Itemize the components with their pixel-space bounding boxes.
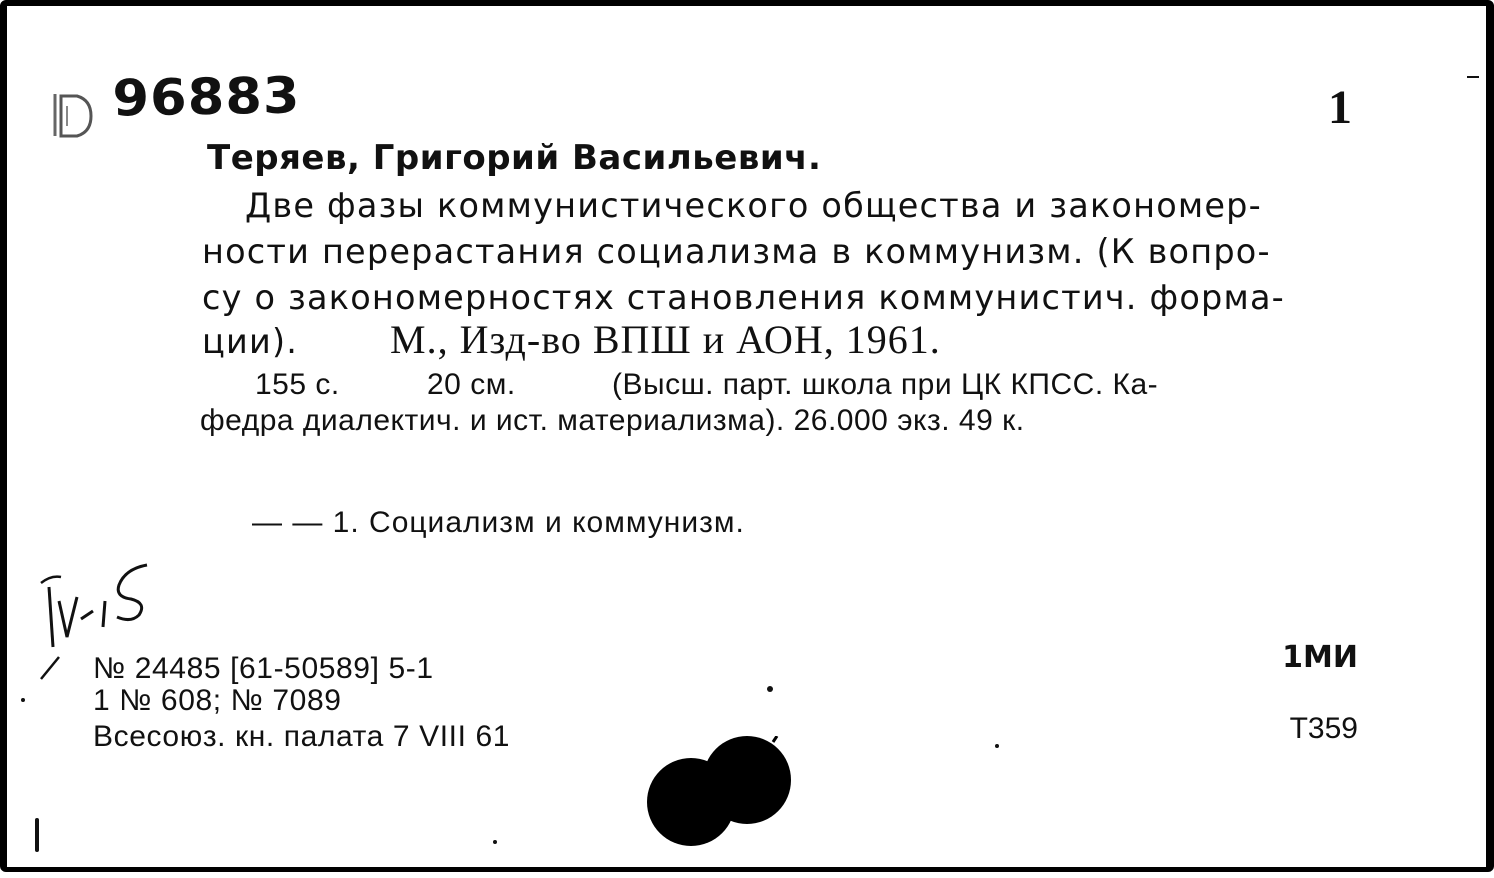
classification-code-2: Т359 — [1289, 712, 1358, 745]
speck — [1467, 76, 1479, 78]
title-end: ции). — [202, 322, 299, 361]
speck — [493, 840, 497, 844]
card-number: 1 — [1328, 81, 1352, 134]
stamp-mark-icon — [47, 86, 97, 144]
imprint: М., Изд-во ВПШ и АОН, 1961. — [390, 317, 941, 362]
author-heading: Теряев, Григорий Васильевич. — [207, 138, 822, 178]
registry-line-2: 1 № 608; № 7089 — [93, 684, 342, 717]
accession-number: 96883 — [112, 66, 301, 128]
registry-line-3: Всесоюз. кн. палата 7 VIII 61 — [93, 720, 511, 753]
series-line-2: федра диалектич. и ист. материализма). 26.000 экз. 49 к. — [200, 404, 1025, 437]
speck — [35, 818, 39, 852]
speck — [21, 698, 25, 702]
title-line-3: су о закономерностях становления коммунистич. форма- — [202, 278, 1285, 317]
speck — [767, 686, 773, 692]
classification-code-1: 1МИ — [1282, 640, 1358, 675]
series-line-1: (Высш. парт. школа при ЦК КПСС. Ка- — [612, 368, 1159, 401]
title-line-2: ности перерастания социализма в коммунизм. (К вопро- — [202, 232, 1271, 271]
speck — [995, 744, 999, 748]
ink-blot — [643, 736, 803, 878]
size: 20 см. — [427, 368, 516, 401]
registry-line-1: № 24485 [61-50589] 5-1 — [93, 652, 434, 685]
pages: 155 с. — [255, 368, 340, 401]
subject-heading: — — 1. Социализм и коммунизм. — [252, 506, 745, 539]
title-line-1: Две фазы коммунистического общества и закономер- — [245, 186, 1262, 225]
